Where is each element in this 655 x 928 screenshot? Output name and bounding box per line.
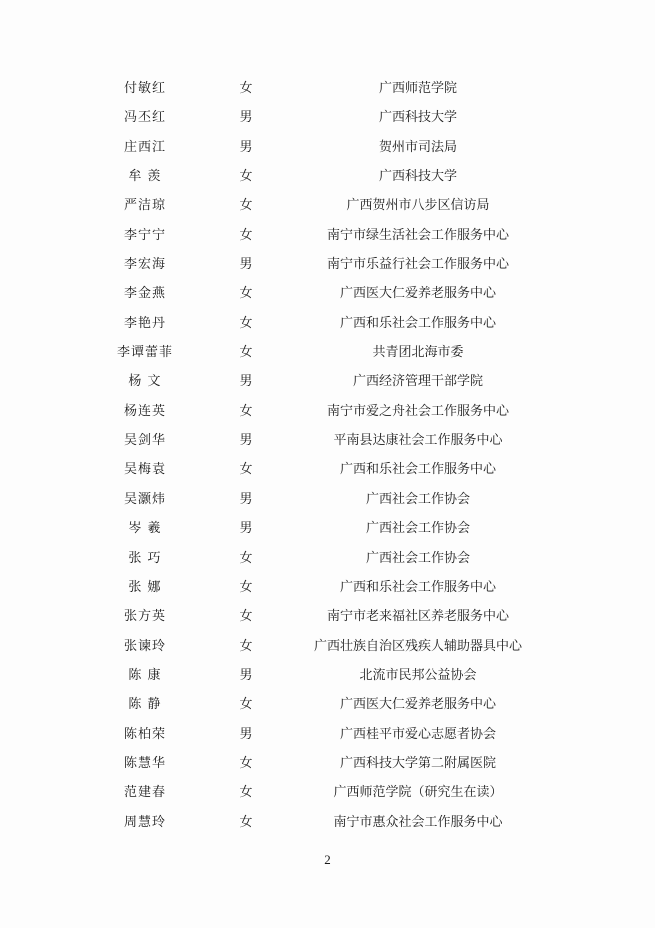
member-organization: 广西桂平市爱心志愿者协会 <box>339 726 496 742</box>
list-item <box>0 632 655 661</box>
member-name: 庄西江 <box>123 139 166 155</box>
member-gender: 女 <box>239 462 253 478</box>
member-organization: 平南县达康社会工作服务中心 <box>333 433 503 449</box>
member-organization: 广西经济管理干部学院 <box>352 374 483 390</box>
member-gender: 男 <box>239 521 253 537</box>
list-item <box>0 221 655 250</box>
list-item <box>0 720 655 749</box>
list-item <box>0 514 655 543</box>
member-name: 严洁琼 <box>123 198 166 214</box>
member-name: 吴梅袁 <box>123 462 166 478</box>
member-name: 岑 羲 <box>128 521 162 537</box>
list-item <box>0 661 655 690</box>
member-organization: 广西和乐社会工作服务中心 <box>339 579 496 595</box>
list-item <box>0 749 655 778</box>
member-name: 陈慧华 <box>123 755 166 771</box>
member-gender: 女 <box>239 755 253 771</box>
member-gender: 女 <box>239 227 253 243</box>
list-item <box>0 74 655 103</box>
member-gender: 男 <box>239 139 253 155</box>
member-gender: 女 <box>239 169 253 185</box>
member-name: 张方英 <box>123 609 166 625</box>
member-organization: 南宁市绿生活社会工作服务中心 <box>326 227 509 243</box>
list-item <box>0 103 655 132</box>
list-item <box>0 544 655 573</box>
member-name: 陈 静 <box>128 697 162 713</box>
list-item <box>0 602 655 631</box>
member-organization: 广西和乐社会工作服务中心 <box>339 462 496 478</box>
member-organization: 广西社会工作协会 <box>365 521 470 537</box>
member-gender: 男 <box>239 667 253 683</box>
member-gender: 男 <box>239 433 253 449</box>
member-organization: 南宁市乐益行社会工作服务中心 <box>326 257 509 273</box>
member-organization: 南宁市老来福社区养老服务中心 <box>326 609 509 625</box>
member-gender: 男 <box>239 257 253 273</box>
member-organization: 广西师范学院 <box>378 81 457 96</box>
member-organization: 广西医大仁爱养老服务中心 <box>339 697 496 713</box>
member-name: 张 娜 <box>128 579 162 595</box>
member-gender: 女 <box>239 785 253 801</box>
member-name: 李谭蕾菲 <box>116 345 173 361</box>
member-gender: 女 <box>239 403 253 419</box>
member-organization: 南宁市惠众社会工作服务中心 <box>333 814 503 830</box>
member-name: 牟 羡 <box>128 169 162 185</box>
list-item <box>0 367 655 396</box>
member-list <box>0 74 655 837</box>
list-item <box>0 808 655 837</box>
list-item <box>0 455 655 484</box>
member-organization: 北流市民邦公益协会 <box>359 667 477 683</box>
member-gender: 女 <box>239 638 253 654</box>
list-item <box>0 309 655 338</box>
member-name: 张 巧 <box>128 550 162 566</box>
member-organization: 广西科技大学 <box>378 110 457 126</box>
member-name: 李金燕 <box>123 286 166 302</box>
member-name: 周慧玲 <box>123 814 166 830</box>
list-item <box>0 133 655 162</box>
list-item <box>0 191 655 220</box>
list-item <box>0 250 655 279</box>
member-gender: 男 <box>239 374 253 390</box>
member-name: 吴灏炜 <box>123 491 166 507</box>
member-name: 杨连英 <box>123 403 166 419</box>
member-gender: 男 <box>239 726 253 742</box>
member-name: 杨 文 <box>128 374 162 390</box>
member-organization: 共青团北海市委 <box>372 345 464 361</box>
member-gender: 女 <box>239 697 253 713</box>
member-organization: 广西壮族自治区残疾人辅助器具中心 <box>313 638 522 654</box>
list-item <box>0 573 655 602</box>
member-gender: 女 <box>239 286 253 302</box>
member-name: 李宏海 <box>123 257 166 273</box>
member-organization: 广西科技大学 <box>378 169 457 185</box>
list-item <box>0 338 655 367</box>
member-name: 冯丕红 <box>123 110 166 126</box>
member-organization: 广西科技大学第二附属医院 <box>339 755 496 771</box>
member-gender: 女 <box>239 345 253 361</box>
member-gender: 女 <box>239 579 253 595</box>
member-name: 陈 康 <box>128 667 162 683</box>
member-organization: 广西贺州市八步区信访局 <box>346 198 490 214</box>
member-organization: 贺州市司法局 <box>378 139 457 155</box>
member-gender: 女 <box>239 198 253 214</box>
member-name: 吴剑华 <box>123 433 166 449</box>
member-gender: 女 <box>239 814 253 830</box>
member-gender: 女 <box>239 81 253 96</box>
member-gender: 男 <box>239 491 253 507</box>
list-item <box>0 690 655 719</box>
list-item <box>0 485 655 514</box>
member-organization: 广西社会工作协会 <box>365 491 470 507</box>
member-name: 范建春 <box>123 785 166 801</box>
member-name: 李艳丹 <box>123 315 166 331</box>
member-organization: 广西医大仁爱养老服务中心 <box>339 286 496 302</box>
member-gender: 女 <box>239 550 253 566</box>
member-organization: 南宁市爱之舟社会工作服务中心 <box>326 403 509 419</box>
list-item <box>0 397 655 426</box>
list-item <box>0 778 655 807</box>
member-name: 陈柏荣 <box>123 726 166 742</box>
member-organization: 广西师范学院（研究生在读） <box>333 785 503 801</box>
member-organization: 广西和乐社会工作服务中心 <box>339 315 496 331</box>
list-item <box>0 426 655 455</box>
member-gender: 男 <box>239 110 253 126</box>
member-gender: 女 <box>239 315 253 331</box>
list-item <box>0 279 655 308</box>
page-number: 2 <box>324 852 331 867</box>
list-item <box>0 162 655 191</box>
member-gender: 女 <box>239 609 253 625</box>
member-name: 张谏玲 <box>123 638 166 654</box>
member-organization: 广西社会工作协会 <box>365 550 470 566</box>
member-name: 付敏红 <box>123 81 166 96</box>
member-name: 李宁宁 <box>123 227 166 243</box>
